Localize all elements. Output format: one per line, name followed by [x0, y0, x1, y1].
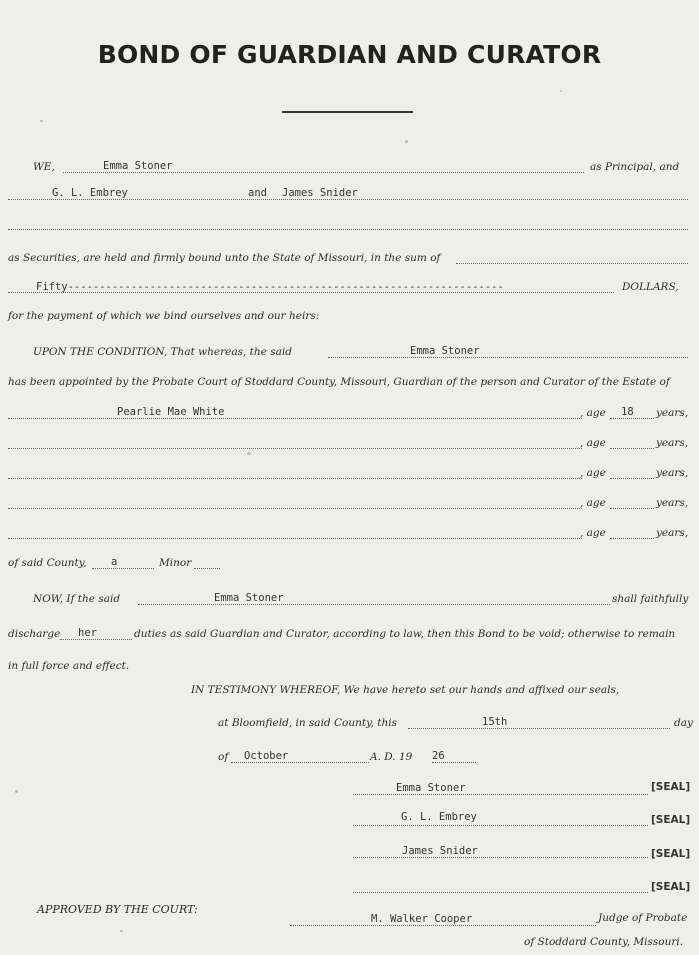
scan-speck	[120, 930, 123, 932]
title-underline	[282, 111, 413, 113]
signature-line-1	[353, 794, 648, 795]
age-label-2: , age	[580, 437, 606, 449]
age-line-3	[610, 478, 654, 479]
of-label: of	[218, 751, 229, 763]
month-value: October	[244, 750, 289, 762]
article-line	[92, 568, 154, 569]
said-name: Emma Stoner	[410, 345, 480, 357]
document-title: BOND OF GUARDIAN AND CURATOR	[97, 40, 602, 69]
day-value: 15th	[482, 716, 508, 728]
now-name-line	[138, 604, 610, 605]
signature-3: James Snider	[402, 845, 478, 857]
seal-1: [SEAL]	[651, 781, 691, 793]
year-line	[432, 762, 476, 763]
years-label-4: years,	[656, 497, 689, 509]
security-2-name: James Snider	[282, 187, 358, 199]
upon-condition-text: UPON THE CONDITION, That whereas, the said	[33, 346, 292, 358]
years-label-5: years,	[656, 527, 689, 539]
now-name: Emma Stoner	[214, 592, 284, 604]
as-securities-text: as Securities, are held and firmly bound unto the State of Missouri, in the sum of	[8, 252, 441, 264]
age-label-1: , age	[580, 407, 606, 419]
dollars-label: DOLLARS,	[622, 281, 679, 293]
seal-2: [SEAL]	[651, 814, 691, 826]
ward-name: Pearlie Mae White	[117, 406, 225, 418]
ward-line-3	[8, 478, 582, 479]
sum-amount: Fifty---------------------------------------------------------------------	[36, 281, 504, 293]
pronoun-word: her	[78, 627, 97, 639]
ward-line-1	[8, 418, 582, 419]
ward-line-2	[8, 448, 582, 449]
scan-speck	[15, 790, 18, 793]
principal-line	[63, 172, 584, 173]
signature-line-4	[353, 892, 648, 893]
seal-4: [SEAL]	[651, 881, 691, 893]
duties-text: duties as said Guardian and Curator, according to law, then this Bond to be void; otherwise to remain	[134, 628, 676, 640]
minor-line	[194, 568, 220, 569]
scan-speck	[405, 140, 408, 143]
principal-name: Emma Stoner	[103, 160, 173, 172]
scan-speck	[247, 452, 251, 455]
testimony-text: IN TESTIMONY WHEREOF, We have hereto set our hands and affixed our seals,	[191, 684, 620, 696]
full-force-text: in full force and effect.	[8, 660, 130, 672]
now-if-text: NOW, If the said	[33, 593, 121, 605]
stoddard-county-label: of Stoddard County, Missouri.	[524, 936, 684, 948]
appointed-text: has been appointed by the Probate Court of Stoddard County, Missouri, Guardian of the person and Curator of the Estate of	[8, 376, 670, 388]
said-name-line	[328, 357, 688, 358]
signature-line-3	[353, 857, 648, 858]
scan-speck	[560, 90, 562, 92]
signature-1: Emma Stoner	[396, 782, 466, 794]
payment-text: for the payment of which we bind ourselves and our heirs:	[8, 310, 320, 322]
securities-line-2	[8, 229, 688, 230]
year-value: 26	[432, 750, 445, 762]
securities-line-1	[8, 199, 688, 200]
age-line-5	[610, 538, 654, 539]
day-label: day	[674, 717, 693, 729]
age-label-3: , age	[580, 467, 606, 479]
age-line-2	[610, 448, 654, 449]
we-label: WE,	[33, 161, 55, 173]
age-label-4: , age	[580, 497, 606, 509]
and-word: and	[248, 187, 267, 199]
seal-3: [SEAL]	[651, 848, 691, 860]
month-line	[231, 762, 369, 763]
approved-label: APPROVED BY THE COURT:	[37, 903, 198, 916]
years-label-3: years,	[656, 467, 689, 479]
signature-2: G. L. Embrey	[401, 811, 477, 823]
article-word: a	[111, 556, 118, 568]
ad-label: A. D. 19	[370, 751, 413, 763]
age-line-1	[610, 418, 654, 419]
judge-of-probate-label: Judge of Probate	[598, 912, 688, 924]
at-bloomfield-text: at Bloomfield, in said County, this	[218, 717, 398, 729]
age-label-5: , age	[580, 527, 606, 539]
security-1-name: G. L. Embrey	[52, 187, 128, 199]
years-label-2: years,	[656, 437, 689, 449]
shall-faithfully-text: shall faithfully	[612, 593, 689, 605]
ward-age: 18	[621, 406, 634, 418]
ward-line-4	[8, 508, 582, 509]
age-line-4	[610, 508, 654, 509]
signature-line-2	[353, 825, 648, 826]
sum-of-line	[456, 263, 688, 264]
of-said-county-label: of said County,	[8, 557, 87, 569]
day-line	[408, 728, 670, 729]
judge-line	[290, 925, 596, 926]
ward-line-5	[8, 538, 582, 539]
as-principal-label: as Principal, and	[590, 161, 680, 173]
scan-speck	[40, 120, 43, 122]
judge-name: M. Walker Cooper	[371, 913, 473, 925]
discharge-text: discharge	[8, 628, 61, 640]
pronoun-line	[60, 639, 132, 640]
years-label-1: years,	[656, 407, 689, 419]
minor-label: Minor	[159, 557, 192, 569]
